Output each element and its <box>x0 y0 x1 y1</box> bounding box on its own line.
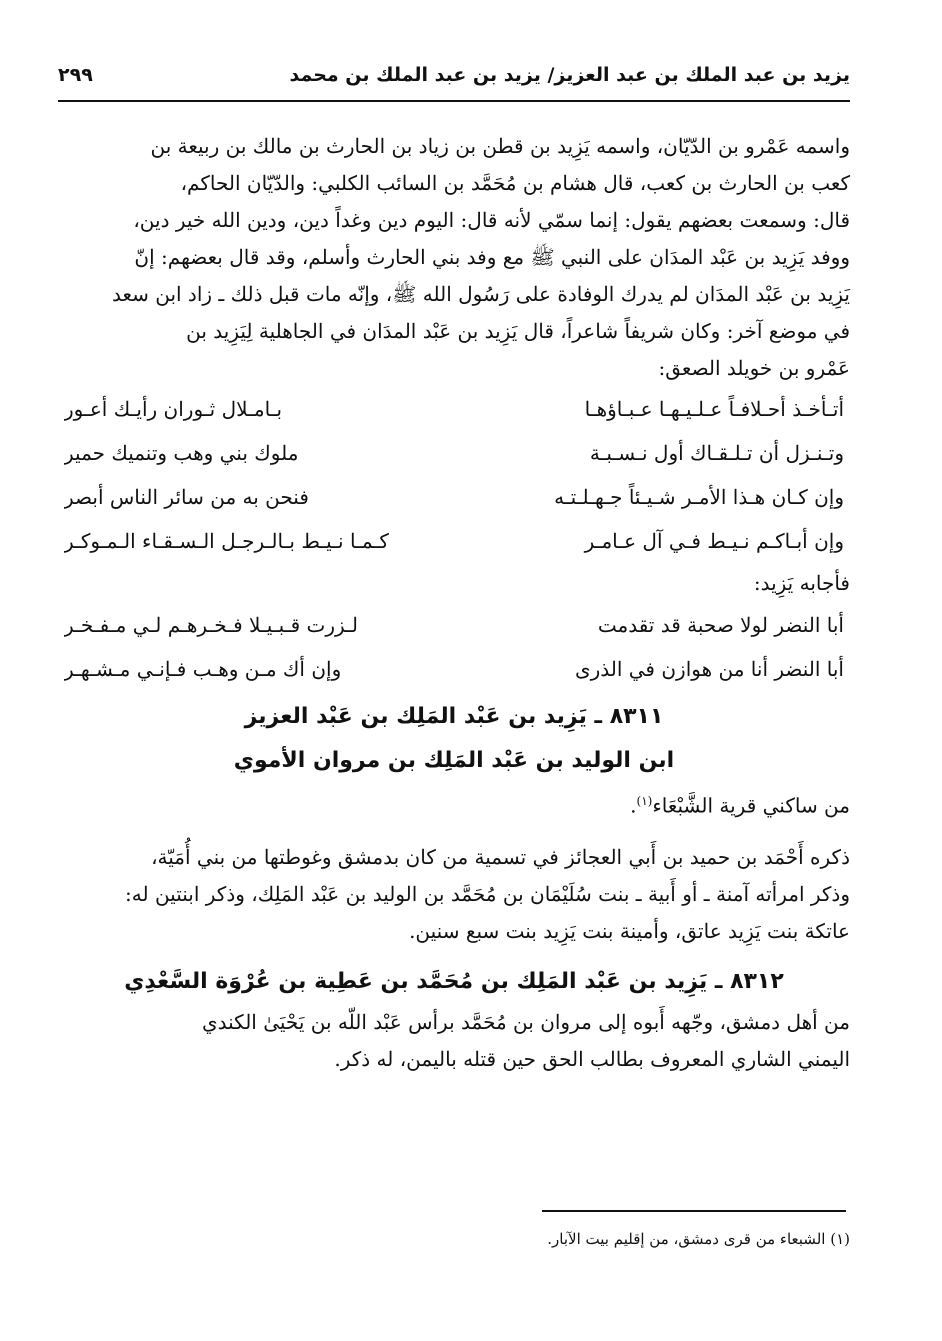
footnote-marker: (١) <box>830 1230 850 1248</box>
running-header <box>58 60 850 102</box>
page-number: ٢٩٩ <box>58 64 93 86</box>
entry-subtitle-end: . <box>630 793 637 818</box>
poem-verse <box>58 519 850 563</box>
text-line: في موضع آخر: وكان شريفاً شاعراً، قال يَزِيد بن عَبْد المدَان في الجاهلية لِيَزِيد بن <box>186 319 850 343</box>
poem-verse <box>58 647 850 691</box>
entry-subtitle-text: من ساكني قرية الشَّبْعَاء <box>652 793 850 818</box>
text-line: كعب بن الحارث بن كعب، قال هشام بن مُحَمَّد بن السائب الكلبي: والدّيّان الحاكم، <box>180 171 850 195</box>
verse-first-hemistich: أتـأخـذ أحـلافـاً عـلـيـهـا عـبـاؤهـا <box>584 397 844 421</box>
verse-second-hemistich: فنحن به من سائر الناس أبصر <box>64 485 309 509</box>
poem-yazid-reply <box>58 603 850 691</box>
footnote-text: الشبعاء من قرى دمشق، من إقليم بيت الآبار. <box>547 1230 826 1248</box>
entry-8311 <box>58 695 850 950</box>
verse-first-hemistich: وإن أبـاكـم نـيـط فـي آل عـامـر <box>584 529 844 553</box>
verse-first-hemistich: وتـنـزل أن تـلـقـاك أول نـسـبـة <box>589 441 844 465</box>
entry-title: ٨٣١١ ـ يَزِيد بن عَبْد المَلِك بن عَبْد العزيز <box>244 704 664 729</box>
text-line: عَمْرو بن خويلد الصعق: <box>658 356 850 380</box>
intro-paragraph <box>58 128 850 387</box>
footnote-reference[interactable]: (١) <box>636 794 653 808</box>
text-line: عاتكة بنت يَزِيد عاتق، وأمينة بنت يَزِيد بنت سبع سنين. <box>409 918 850 943</box>
verse-second-hemistich: وإن أك مـن وهـب فـإنـي مـشـهـر <box>64 657 342 681</box>
verse-first-hemistich: أبا النضر أنا من هوازن في الذرى <box>574 657 844 681</box>
verse-second-hemistich: بـامـلال ثـوران رأيـك أعـور <box>64 397 283 421</box>
entry-8312 <box>58 960 850 1078</box>
entry-title-continued: ابن الوليد بن عَبْد المَلِك بن مروان الأموي <box>233 748 675 773</box>
book-page <box>58 60 850 1078</box>
entry-title: ٨٣١٢ ـ يَزِيد بن عَبْد المَلِك بن مُحَمَّد بن عَطِية بن عُرْوَة السَّعْدِي <box>124 968 784 994</box>
poem-verse <box>58 387 850 431</box>
text-line: وذكر امرأته آمنة ـ أو أَبية ـ بنت سُلَيْمَان بن مُحَمَّد بن الوليد بن عَبْد المَلِك، وذكر ابنتين له: <box>125 881 850 906</box>
text-line: واسمه عَمْرو بن الدّيّان، واسمه يَزِيد بن قطن بن زياد بن الحارث بن مالك بن ربيعة بن <box>150 134 850 158</box>
verse-second-hemistich: ملوك بني وهب وتنميك حمير <box>64 441 299 465</box>
verse-first-hemistich: وإن كـان هـذا الأمـر شـيـئاً جـهـلـتـه <box>554 485 844 509</box>
poem-yazid-abd-al-madan <box>58 387 850 563</box>
reply-label: فأجابه يَزِيد: <box>753 571 850 595</box>
verse-second-hemistich: لـزرت قـبـيـلا فـخـرهـم لـي مـفـخـر <box>64 613 358 637</box>
footnote-divider <box>542 1210 846 1212</box>
footnote <box>547 1230 850 1248</box>
text-line: قال: وسمعت بعضهم يقول: إنما سمّي لأنه قال: اليوم دين وغداً دين، ودين الله خير دين، <box>133 208 850 232</box>
text-line: ووفد يَزِيد بن عَبْد المدَان على النبي ﷺ مع وفد بني الحارث وأسلم، وقد قال بعضهم: إنّ <box>134 245 850 269</box>
text-line: يَزِيد بن عَبْد المدَان لم يدرك الوفادة على رَسُول الله ﷺ، وإنّه مات قبل ذلك ـ زاد ابن سعد <box>111 282 850 306</box>
running-header-title: يزيد بن عبد الملك بن عبد العزيز/ يزيد بن عبد الملك بن محمد <box>289 64 850 86</box>
verse-second-hemistich: كـمـا نـيـط بـالـرجـل الـسـقـاء الـمـوكـر <box>64 529 389 553</box>
verse-first-hemistich: أبا النضر لولا صحبة قد تقدمت <box>597 613 844 637</box>
text-line: اليمني الشاري المعروف بطالب الحق حين قتله باليمن، له ذكر. <box>334 1046 850 1071</box>
text-line: ذكره أَحْمَد بن حميد بن أَبي العجائز في تسمية من كان بدمشق وغوطتها من بني أُمَيّة، <box>151 844 850 869</box>
entry-subtitle <box>58 783 850 825</box>
text-line: من أهل دمشق، وجّهه أَبوه إلى مروان بن مُحَمَّد برأس عَبْد اللّه بن يَحْيَىٰ الكندي <box>201 1009 850 1034</box>
poem-verse <box>58 431 850 475</box>
poem-verse <box>58 475 850 519</box>
poem-verse <box>58 603 850 647</box>
